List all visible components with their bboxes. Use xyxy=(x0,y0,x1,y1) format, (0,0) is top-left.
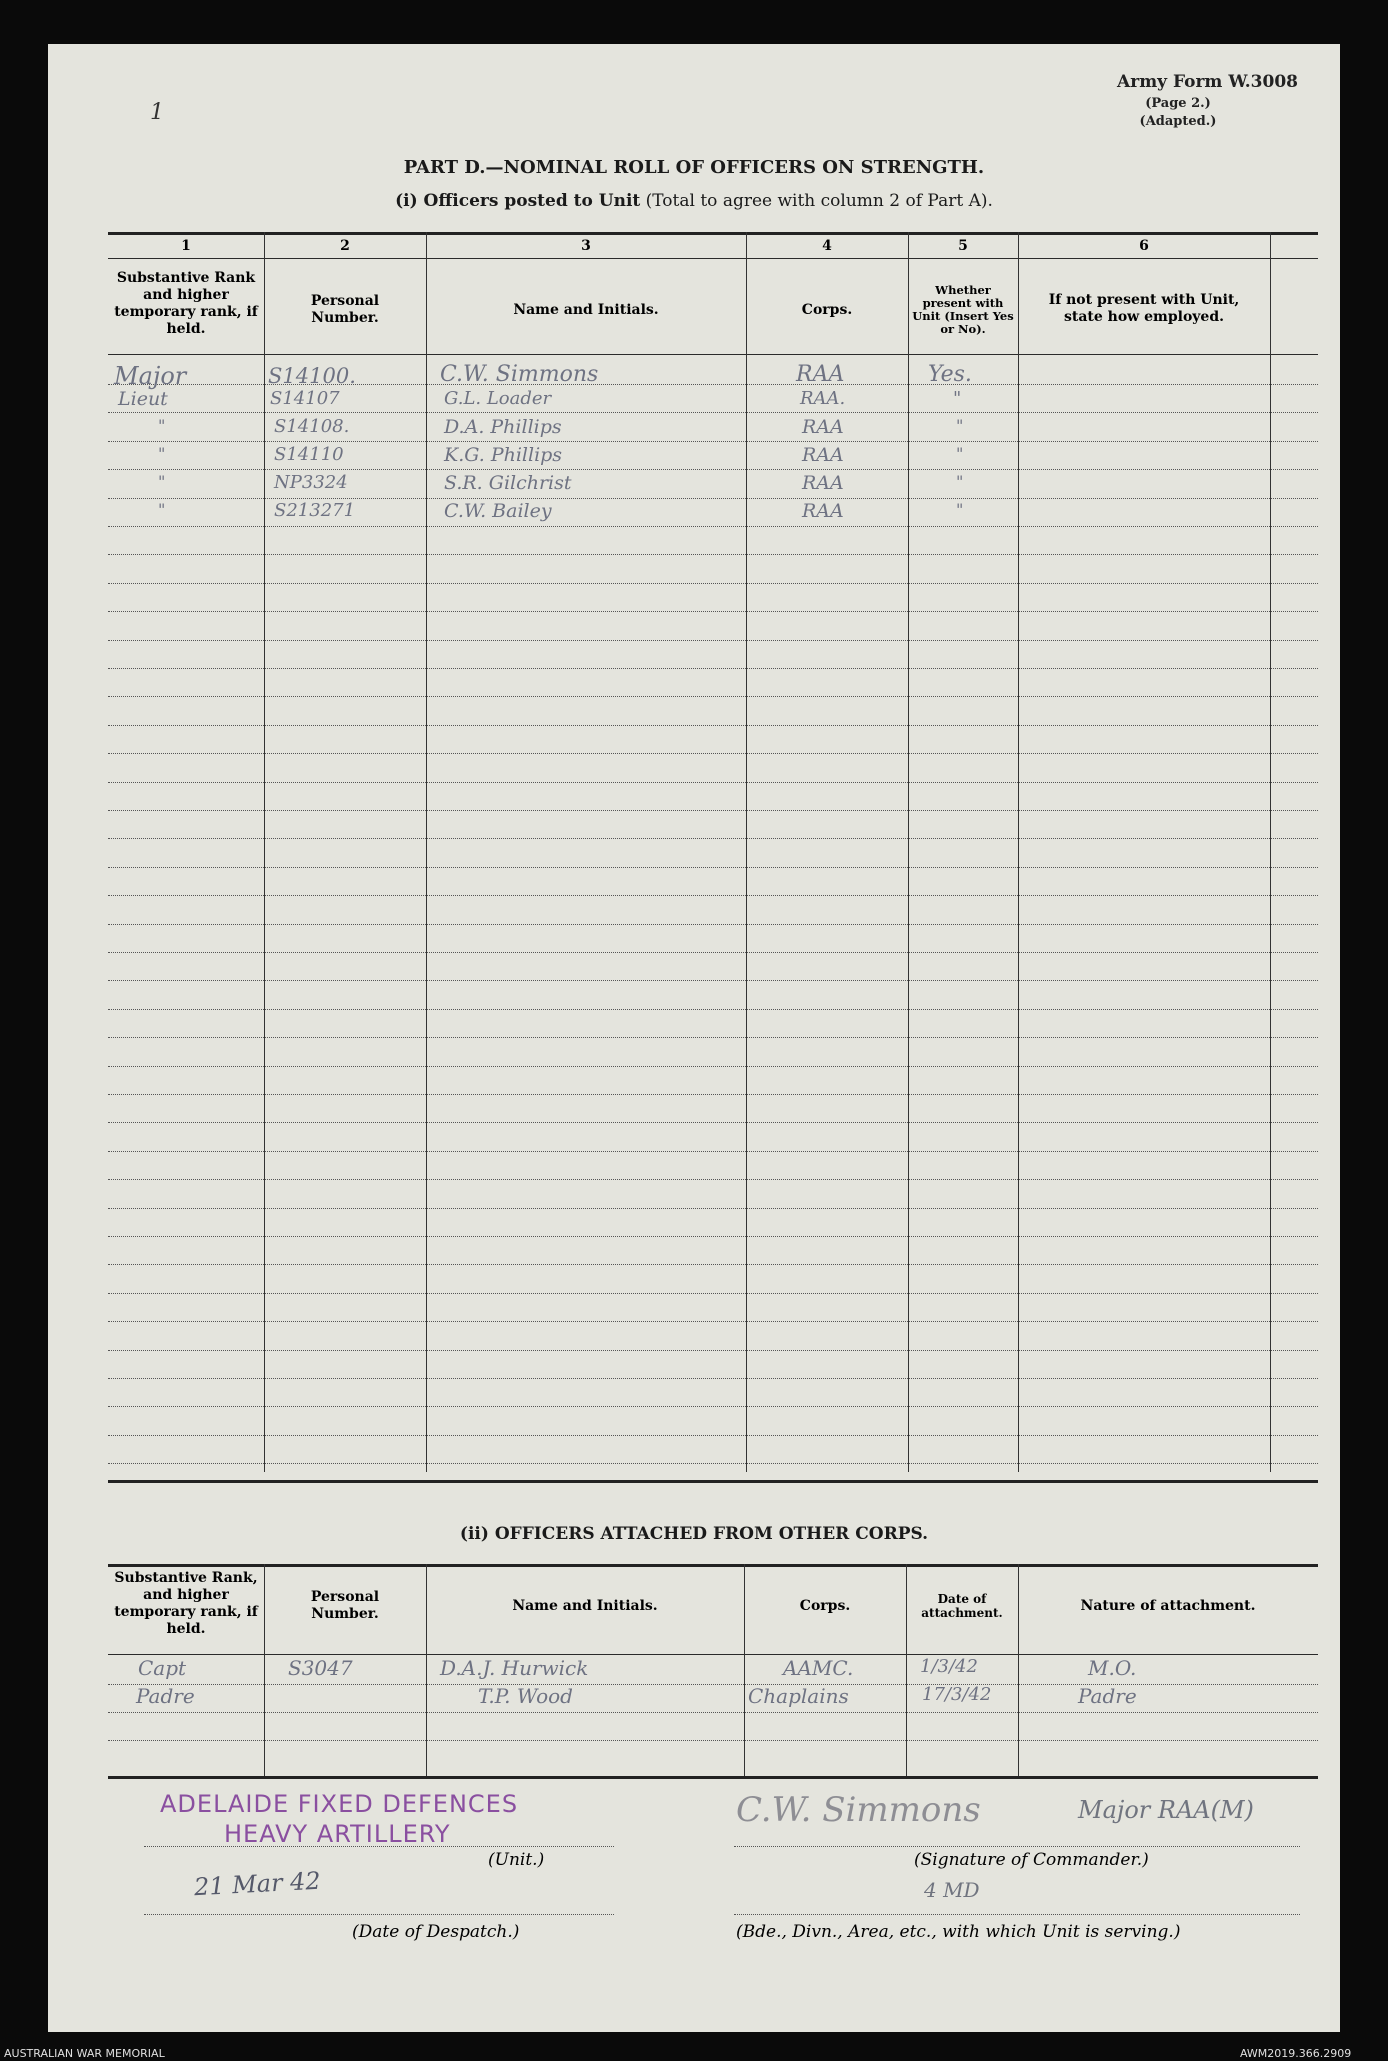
entry-number: S14110 xyxy=(274,444,344,465)
att-entry-corps: Chaplains xyxy=(748,1684,849,1708)
ruled-line xyxy=(108,1435,1318,1436)
ruled-line xyxy=(108,611,1318,612)
date-of-despatch: 21 Mar 42 xyxy=(193,1866,322,1902)
ruled-line xyxy=(108,640,1318,641)
entry-number: NP3324 xyxy=(274,472,348,493)
entry-rank: Lieut xyxy=(118,388,168,410)
footer-right: AWM2019.366.2909 xyxy=(1240,2047,1352,2060)
ruled-line xyxy=(108,1236,1318,1237)
ruled-line xyxy=(108,895,1318,896)
adapted-note: (Adapted.) xyxy=(1139,114,1217,129)
unit-stamp-line2: HEAVY ARTILLERY xyxy=(224,1820,451,1848)
att-header-name: Name and Initials. xyxy=(512,1598,658,1614)
att-header-date: Date of attachment. xyxy=(921,1592,1003,1620)
att-entry-rank: Padre xyxy=(136,1684,195,1708)
ruled-line xyxy=(108,696,1318,697)
ruled-line xyxy=(108,668,1318,669)
commander-signature: C.W. Simmons xyxy=(736,1790,981,1830)
entry-rank: " xyxy=(158,500,166,519)
ruled-line xyxy=(108,1740,1318,1741)
entry-rank: Major xyxy=(114,362,187,390)
col-num-1: 1 xyxy=(181,238,191,254)
att-entry-nature: M.O. xyxy=(1088,1656,1137,1680)
ruled-line xyxy=(108,1094,1318,1095)
header-present: Whether present with Unit (Insert Yes or No). xyxy=(912,283,1014,336)
entry-number: S14100. xyxy=(268,364,356,388)
form-subtitle xyxy=(48,191,1340,211)
entry-rank: " xyxy=(158,444,166,463)
ruled-line xyxy=(108,554,1318,555)
ruled-line xyxy=(108,1037,1318,1038)
col-num-6: 6 xyxy=(1139,238,1149,254)
ruled-line xyxy=(108,1151,1318,1152)
att-entry-number: S3047 xyxy=(288,1656,353,1680)
entry-present: " xyxy=(953,388,962,409)
ruled-line xyxy=(108,980,1318,981)
entry-name: S.R. Gilchrist xyxy=(444,472,572,494)
commander-rank: Major RAA(M) xyxy=(1078,1796,1254,1824)
ruled-line xyxy=(108,498,1318,499)
ruled-line xyxy=(108,1293,1318,1294)
ruled-line xyxy=(108,1122,1318,1123)
entry-corps: RAA. xyxy=(800,388,846,409)
col-num-3: 3 xyxy=(581,238,591,254)
ruled-line xyxy=(108,867,1318,868)
ruled-line xyxy=(108,1208,1318,1209)
entry-name: C.W. Bailey xyxy=(444,500,552,522)
col-num-2: 2 xyxy=(340,238,350,254)
col-num-5: 5 xyxy=(958,238,968,254)
ruled-line xyxy=(108,469,1318,470)
entry-corps: RAA xyxy=(802,444,844,466)
att-header-nature: Nature of attachment. xyxy=(1080,1598,1256,1614)
att-entry-rank: Capt xyxy=(138,1656,187,1680)
entry-name: C.W. Simmons xyxy=(440,362,599,387)
form-title: PART D.—NOMINAL ROLL OF OFFICERS ON STRENGTH. xyxy=(403,157,985,178)
entry-present: Yes. xyxy=(928,362,972,387)
entry-present: " xyxy=(956,416,964,435)
header-employed: If not present with Unit, state how employed. xyxy=(1048,292,1240,325)
entry-corps: RAA xyxy=(802,416,844,438)
col-num-4: 4 xyxy=(822,238,832,254)
unit-stamp-line1: ADELAIDE FIXED DEFENCES xyxy=(160,1790,519,1818)
att-entry-date: 1/3/42 xyxy=(920,1656,978,1677)
ruled-line xyxy=(108,1179,1318,1180)
ruled-line xyxy=(108,1712,1318,1713)
section2-title: (ii) OFFICERS ATTACHED FROM OTHER CORPS. xyxy=(459,1524,929,1544)
ruled-line xyxy=(108,1350,1318,1351)
entry-name: G.L. Loader xyxy=(444,388,552,409)
entry-number: S14108. xyxy=(274,416,350,437)
ruled-line xyxy=(108,1066,1318,1067)
formation-value: 4 MD xyxy=(924,1878,980,1902)
entry-name: K.G. Phillips xyxy=(444,444,563,466)
att-entry-name: D.A.J. Hurwick xyxy=(440,1656,589,1680)
header-name: Name and Initials. xyxy=(513,302,659,318)
ruled-line xyxy=(108,583,1318,584)
att-entry-date: 17/3/42 xyxy=(922,1684,992,1705)
ruled-line xyxy=(108,1406,1318,1407)
att-header-number: Personal Number. xyxy=(310,1589,380,1622)
formation-caption: (Bde., Divn., Area, etc., with which Unit is serving.) xyxy=(736,1922,1181,1942)
entry-number: S14107 xyxy=(270,388,340,409)
ruled-line xyxy=(108,753,1318,754)
ruled-line xyxy=(108,838,1318,839)
entry-present: " xyxy=(956,472,964,491)
date-caption: (Date of Despatch.) xyxy=(352,1922,520,1942)
ruled-line xyxy=(108,1321,1318,1322)
entry-name: D.A. Phillips xyxy=(444,416,562,438)
ruled-line xyxy=(108,782,1318,783)
subtitle-bold: (i) Officers posted to Unit xyxy=(395,191,641,211)
att-entry-nature: Padre xyxy=(1078,1684,1137,1708)
entry-corps: RAA xyxy=(802,500,844,522)
entry-rank: " xyxy=(158,472,166,491)
att-header-corps: Corps. xyxy=(799,1598,851,1614)
ruled-line xyxy=(108,1264,1318,1265)
header-number: Personal Number. xyxy=(310,293,380,326)
unit-caption: (Unit.) xyxy=(488,1850,545,1870)
subtitle-rest: (Total to agree with column 2 of Part A). xyxy=(645,191,993,211)
att-entry-corps: AAMC. xyxy=(783,1656,854,1680)
entry-present: " xyxy=(956,500,964,519)
form-id: Army Form W.3008 xyxy=(1117,72,1298,92)
ruled-line xyxy=(108,1009,1318,1010)
ruled-line xyxy=(108,952,1318,953)
entry-rank: " xyxy=(158,416,166,435)
ruled-line xyxy=(108,725,1318,726)
signature-caption: (Signature of Commander.) xyxy=(914,1850,1149,1870)
entry-corps: RAA xyxy=(802,472,844,494)
ruled-line xyxy=(108,1378,1318,1379)
header-rank: Substantive Rank and higher temporary rank, if held. xyxy=(114,270,258,337)
header-corps: Corps. xyxy=(801,302,853,318)
entry-present: " xyxy=(956,444,964,463)
ruled-line xyxy=(108,810,1318,811)
entry-corps: RAA xyxy=(796,362,845,387)
att-header-rank: Substantive Rank, and higher temporary rank, if held. xyxy=(114,1570,258,1637)
entry-number: S213271 xyxy=(274,500,356,521)
page-mark: 1 xyxy=(150,100,164,125)
ruled-line xyxy=(108,412,1318,413)
ruled-line xyxy=(108,441,1318,442)
ruled-line xyxy=(108,526,1318,527)
att-entry-name: T.P. Wood xyxy=(478,1684,573,1708)
ruled-line xyxy=(108,924,1318,925)
form-page xyxy=(48,44,1340,2032)
ruled-line xyxy=(108,1463,1318,1464)
page-ref: (Page 2.) xyxy=(1145,96,1211,111)
footer-left: AUSTRALIAN WAR MEMORIAL xyxy=(4,2047,165,2060)
